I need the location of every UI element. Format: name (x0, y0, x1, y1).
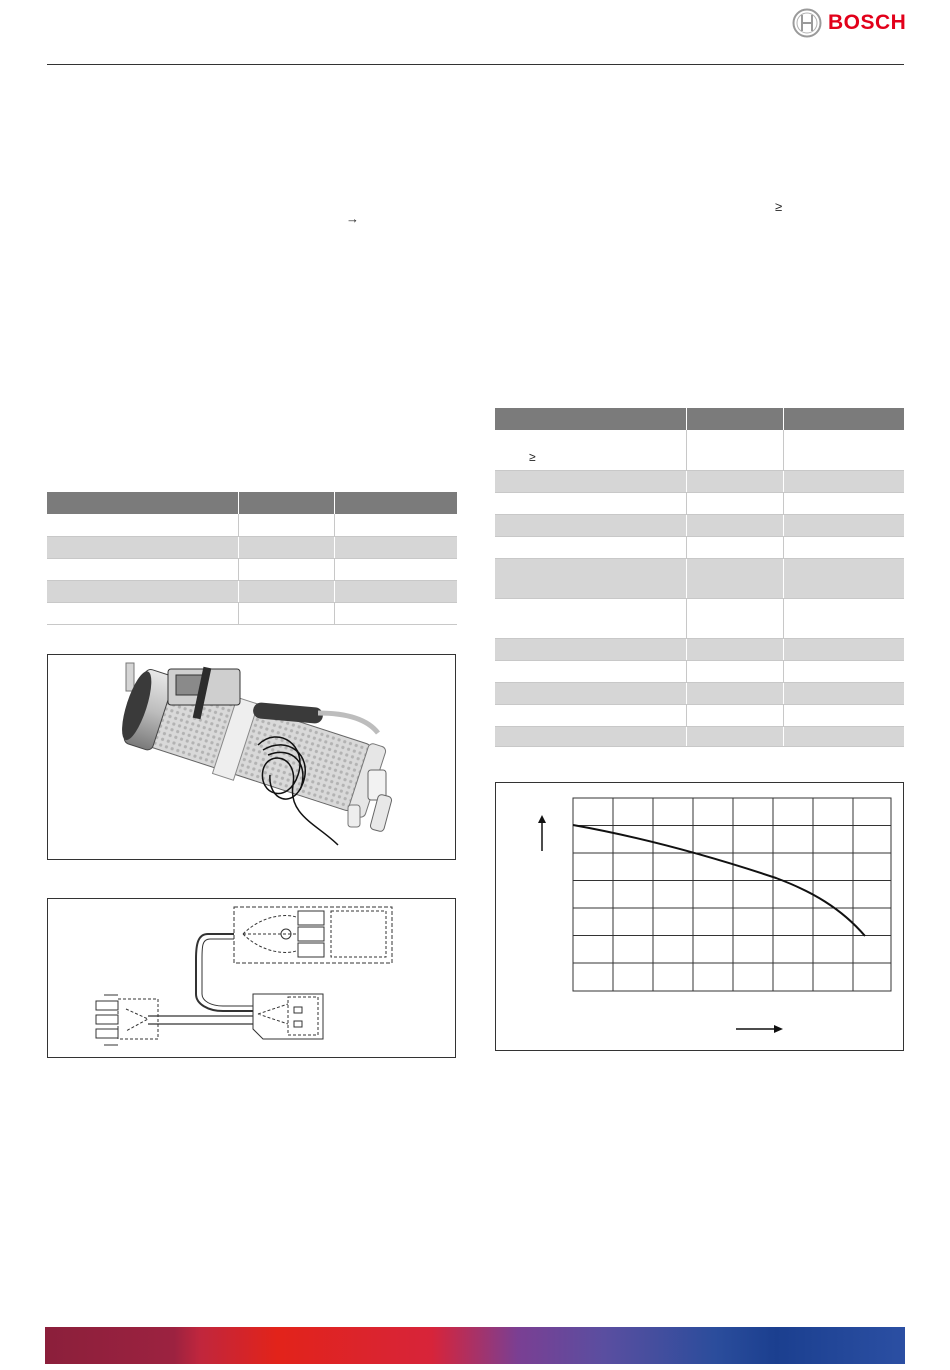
bosch-logo (792, 6, 907, 40)
product-photo-figure (47, 654, 456, 860)
table-row (495, 470, 904, 492)
arrow-glyph: → (346, 211, 359, 226)
geq-glyph: ≥ (529, 449, 536, 464)
table-row (495, 726, 904, 746)
table-row (495, 704, 904, 726)
water-heater-cartridge-photo (48, 655, 455, 859)
bosch-armature-icon (792, 8, 822, 38)
wiring-diagram (48, 899, 455, 1057)
table-header-row (495, 408, 904, 430)
table-row (495, 430, 904, 470)
table-row (495, 492, 904, 514)
table-header-row (47, 492, 457, 514)
table-row (47, 602, 457, 624)
table-row (495, 682, 904, 704)
table-row (47, 558, 457, 580)
table-row (495, 598, 904, 638)
table-row (47, 580, 457, 602)
left-spec-table (47, 492, 457, 625)
footer-color-bar (45, 1327, 905, 1364)
brand-name: BOSCH (828, 11, 907, 34)
table-row (495, 536, 904, 558)
wiring-diagram-figure (47, 898, 456, 1058)
table-row (495, 514, 904, 536)
table-row (495, 558, 904, 598)
header-rule (47, 64, 904, 65)
table-row (47, 514, 457, 536)
performance-graph-figure (495, 782, 904, 1051)
geq-glyph: ≥ (775, 199, 783, 214)
decreasing-curve (496, 783, 903, 1050)
table-row (47, 536, 457, 558)
right-spec-table (495, 408, 904, 747)
table-row (495, 660, 904, 682)
table-row (495, 638, 904, 660)
